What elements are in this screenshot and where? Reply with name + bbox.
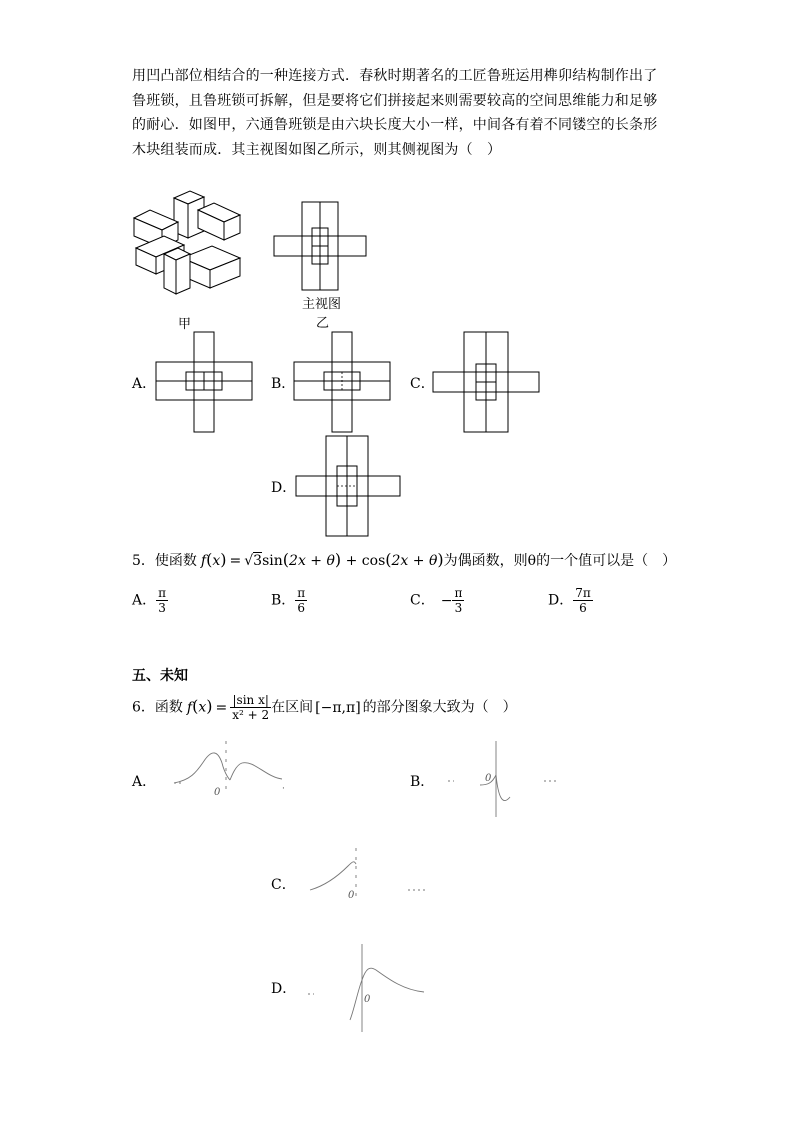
q5-option-d-den: 6 — [579, 601, 587, 615]
section-title: 五、未知 — [132, 668, 188, 684]
q4-option-d-figure — [296, 436, 402, 536]
q6-option-b-label: B． — [410, 774, 435, 790]
luban-lock-figure — [128, 188, 248, 300]
q5-option-b-num: π — [297, 586, 306, 600]
q5-option-b-label: B． — [271, 592, 296, 609]
q5-option-d-label: D． — [548, 592, 574, 609]
q6-interval: [−π,π] — [315, 699, 361, 716]
q6-middle: 在区间 — [271, 699, 314, 716]
q4-stem: 用凹凸部位相结合的一种连接方式．春秋时期著名的工匠鲁班运用榫卯结构制作出了鲁班锁，且鲁班锁可拆解，但是要将它们拼接起来则需要较高的空间思维能力和足够的耐心．如图甲，六通鲁班锁是由六块长度大小一样，中间各有着不同镂空的长条形木块组装而成．其主视图如图乙所示，则其侧视图为（ ） — [132, 68, 658, 159]
q6-origin-label-b: 0 — [485, 773, 492, 784]
q5-suffix: 为偶函数，则θ的一个值可以是（ ） — [443, 553, 677, 569]
q6-origin-label-a: 0 — [214, 787, 221, 798]
q5-option-c-frac — [452, 586, 464, 615]
q6-num: |sin x| — [230, 693, 271, 708]
q5-cos: cos — [361, 553, 386, 569]
q5-option-d-num: 7π — [575, 586, 591, 600]
q4-option-c-figure — [433, 332, 541, 432]
q6-suffix: 的部分图象大致为（ ） — [362, 699, 517, 716]
q4-option-a-figure — [156, 332, 254, 432]
q6-origin-label-d: 0 — [364, 994, 371, 1005]
q5-option-c-den: 3 — [454, 601, 463, 615]
q5-x: x — [212, 553, 221, 569]
q5-option-d-frac — [573, 586, 593, 615]
q5-option-c-label: C． — [410, 592, 435, 609]
fig-yi-label: 主视图 — [302, 297, 342, 312]
fig-jia-caption: 甲 — [178, 317, 192, 332]
q6-option-c-graph — [300, 840, 440, 910]
q5-option-c-num: π — [454, 586, 463, 600]
q4-option-d-label: D． — [271, 480, 297, 496]
q5-prefix: 使函数 — [154, 553, 197, 569]
q4-option-a-label: A． — [132, 376, 157, 392]
q5-eq: = — [229, 553, 242, 569]
q5-option-b-den: 6 — [297, 601, 306, 615]
q5-option-c — [410, 586, 464, 615]
q6-option-b-graph — [440, 735, 570, 820]
q5-f: f — [200, 553, 207, 569]
q6-den: x² + 2 — [232, 708, 270, 722]
q5-option-b — [271, 586, 307, 615]
q4-option-b-figure — [294, 332, 392, 432]
q5-option-a-frac — [156, 586, 168, 615]
q6-stem: 6．函数 f(x) = $\frac{\text{|sin x|}}{\text{x² + 2}}$ 在区间 [−π,π] 的部分图象大致为（ ） — [132, 693, 517, 722]
q6-option-d-graph — [300, 940, 440, 1035]
q5-sqrt3: 3 — [253, 553, 263, 569]
q5-number: 5． — [132, 553, 155, 569]
q5-option-d — [548, 586, 593, 615]
q5-option-a-label: A． — [132, 592, 157, 609]
q5-arg2: 2x + θ — [391, 553, 438, 569]
q6-tick-a: · — [282, 784, 285, 794]
q5-option-a-num: π — [158, 586, 167, 600]
q5-option-a-den: 3 — [158, 601, 166, 615]
q6-option-d-label: D． — [271, 981, 297, 997]
q6-option-a-label: A． — [132, 774, 157, 790]
front-view-figure — [274, 202, 368, 290]
fig-yi-caption: 乙 — [316, 316, 330, 331]
q5-stem: 5．使函数 f(x) = √3sin(2x + θ) + cos(2x + θ)为偶函数，则θ的一个值可以是（ ） — [132, 550, 677, 569]
q4-option-b-label: B． — [271, 376, 296, 392]
q5-option-c-sign: − — [440, 592, 453, 609]
q6-prefix: 函数 — [154, 699, 183, 716]
q6-option-a-graph — [170, 735, 290, 800]
q5-option-a — [132, 586, 168, 615]
q5-option-b-frac — [295, 586, 307, 615]
q5-arg1: 2x + θ — [289, 553, 335, 569]
q4-option-c-label: C． — [410, 376, 435, 392]
q6-origin-label-c: 0 — [348, 890, 355, 901]
q6-number: 6． — [132, 699, 155, 716]
q6-frac — [230, 693, 271, 722]
q6-option-c-label: C． — [271, 877, 296, 893]
q5-sin: sin — [262, 553, 283, 569]
